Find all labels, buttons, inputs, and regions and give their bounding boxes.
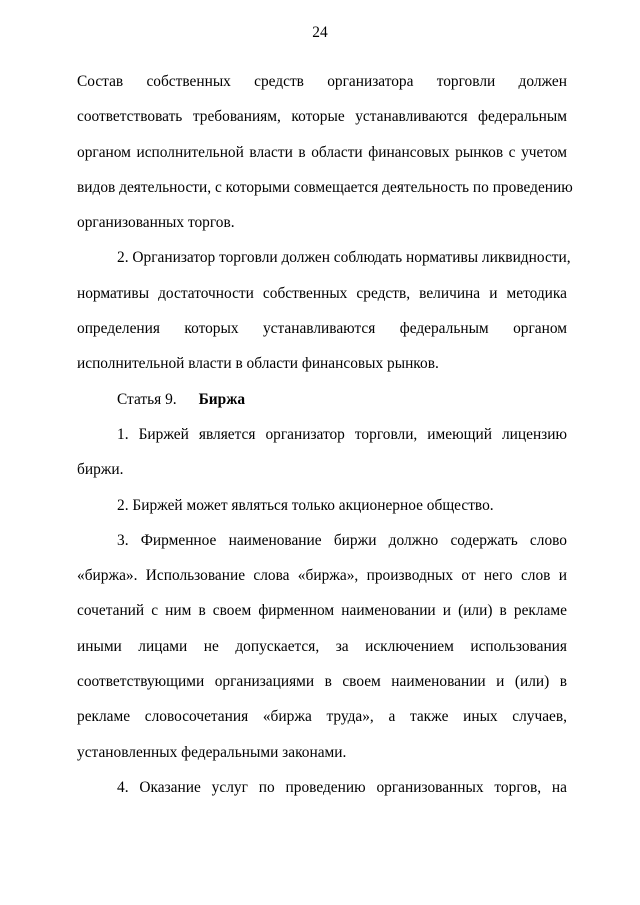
text-line: нормативы достаточности собственных средств, величина и методика: [77, 284, 567, 302]
document-body: [77, 64, 573, 805]
page-number: 24: [312, 24, 328, 41]
text-line: определения которых устанавливаются федеральным органом: [77, 320, 567, 338]
text-line: видов деятельности, с которыми совмещается деятельность по проведению: [77, 178, 573, 196]
text-line: 4. Оказание услуг по проведению организованных торгов, на: [117, 778, 567, 796]
article-label: Статья 9.: [117, 390, 177, 408]
text-line: исполнительной власти в области финансовых рынков.: [77, 355, 439, 373]
text-line: 2. Биржей может являться только акционерное общество.: [117, 496, 494, 514]
paragraph-liquidity-norms: [77, 240, 571, 381]
text-line: сочетаний с ним в своем фирменном наименовании и (или) в рекламе: [77, 602, 567, 620]
text-line: установленных федеральными законами.: [77, 743, 347, 761]
paragraph-capital-composition: [77, 64, 573, 240]
paragraph-exchange-definition: [77, 417, 567, 488]
text-line: 1. Биржей является организатор торговли, имеющий лицензию: [117, 425, 567, 443]
text-line: организованных торгов.: [77, 214, 235, 232]
paragraph-trading-services: [77, 770, 567, 805]
paragraph-joint-stock: [77, 488, 567, 523]
text-line: рекламе словосочетания «биржа труда», а также иных случаев,: [77, 708, 567, 726]
text-line: иными лицами не допускается, за исключением использования: [77, 637, 567, 655]
text-line: органом исполнительной власти в области финансовых рынков с учетом: [77, 143, 567, 161]
paragraph-company-name: [77, 523, 567, 770]
text-line: 2. Организатор торговли должен соблюдать нормативы ликвидности,: [117, 249, 571, 267]
article-heading: [77, 382, 567, 417]
text-line: соответствовать требованиям, которые устанавливаются федеральным: [77, 108, 567, 126]
text-line: Состав собственных средств организатора торговли должен: [77, 73, 567, 90]
text-line: «биржа». Использование слова «биржа», производных от него слов и: [77, 567, 567, 585]
text-line: биржи.: [77, 461, 124, 479]
article-title: Биржа: [198, 390, 246, 408]
text-line: соответствующими организациями в своем наименовании и (или) в: [77, 673, 567, 691]
text-line: 3. Фирменное наименование биржи должно содержать слово: [117, 531, 567, 549]
